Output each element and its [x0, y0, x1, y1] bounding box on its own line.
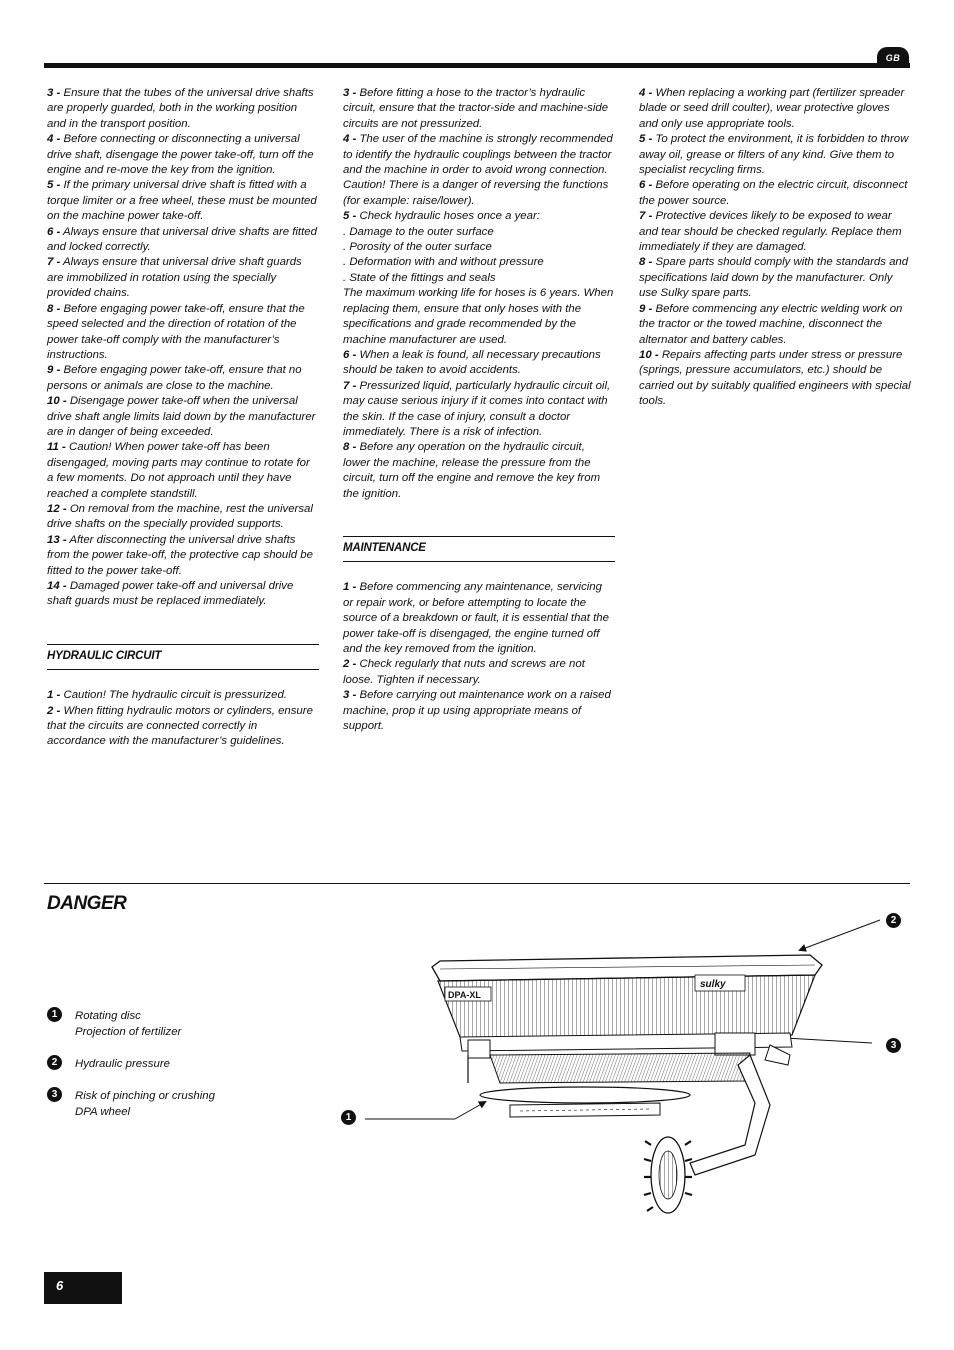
- numbered-item: [47, 86, 319, 132]
- checklist-item: . State of the fittings and seals: [343, 271, 496, 284]
- numbered-item: [47, 178, 319, 224]
- item-text: Before engaging power take-off, ensure that the speed selected and the direction of rotation of the power take-off comply with the manufacturer’s instructions.: [47, 302, 305, 361]
- item-text: Before engaging power take-off, ensure that no persons or animals are close to the machine.: [47, 364, 302, 392]
- legend-item-pinching: [47, 1088, 307, 1120]
- numbered-item: [47, 579, 319, 610]
- numbered-item: [47, 440, 319, 502]
- section-title-maintenance: MAINTENANCE: [343, 536, 615, 562]
- item-text: Repairs affecting parts under stress or pressure (springs, pressure accumulators, etc.) should be carried out by suitably qualified engineers with special tools.: [639, 348, 911, 408]
- leader-line-2: [800, 920, 880, 950]
- language-badge: GB: [877, 47, 909, 68]
- item-number: 9 -: [47, 364, 61, 377]
- drive-shaft-items: [47, 86, 319, 610]
- top-rule: [44, 63, 910, 68]
- item-number: 7 -: [343, 379, 357, 392]
- item-text: Caution! The hydraulic circuit is pressurized.: [63, 689, 287, 702]
- legend-line: Hydraulic pressure: [75, 1058, 170, 1070]
- legend-line: Rotating disc: [75, 1010, 141, 1022]
- maintenance-items-continued: [639, 86, 911, 410]
- item-number: 3 -: [343, 689, 357, 702]
- item-text: The user of the machine is strongly recommended to identify the hydraulic couplings between the tractor and the machine in order to avoid wrong connection. Caution! There is a danger of reversing the functions (for example: raise/lower).: [343, 133, 613, 207]
- item-text: When replacing a working part (fertilizer spreader blade or seed drill coulter), wear protective gloves and only use appropriate tools.: [639, 87, 905, 130]
- numbered-item: [47, 255, 319, 301]
- item-text: Before commencing any electric welding work on the tractor or the towed machine, disconnect the alternator and battery cables.: [639, 302, 903, 346]
- item-number: 10 -: [639, 348, 659, 361]
- item-number: 5 -: [343, 210, 357, 223]
- item-number: 8 -: [639, 256, 653, 269]
- item-number: 6 -: [47, 225, 61, 238]
- numbered-item: [343, 86, 615, 132]
- page-number: 6: [56, 1278, 64, 1293]
- numbered-item: [343, 580, 615, 657]
- numbered-item: [639, 302, 911, 348]
- item-number: 7 -: [47, 256, 61, 269]
- item-number: 7 -: [639, 210, 653, 223]
- hydraulic-items-continued: [343, 86, 615, 225]
- item-text: To protect the environment, it is forbidden to throw away oil, grease or filters of any kind. Give them to specialist recycling firms.: [639, 133, 909, 177]
- numbered-item: [343, 132, 615, 209]
- numbered-item: [47, 225, 319, 256]
- item-text: Before fitting a hose to the tractor’s hydraulic circuit, ensure that the tractor-side and machine-side circuits are not pressurized.: [343, 87, 609, 130]
- numbered-item: [47, 704, 319, 750]
- callout-1: 1: [341, 1110, 356, 1125]
- item-number: 1 -: [47, 689, 61, 702]
- danger-title: DANGER: [47, 893, 127, 914]
- item-number: 4 -: [343, 133, 357, 146]
- item-number: 14 -: [47, 580, 67, 592]
- item-number: 10 -: [47, 395, 67, 408]
- item-text: Check hydraulic hoses once a year:: [359, 210, 540, 223]
- brand-label: sulky: [700, 979, 726, 990]
- number-badge: 1: [47, 1007, 62, 1022]
- column-2: [343, 86, 615, 734]
- column-1: [47, 86, 319, 750]
- item-text: Protective devices likely to be exposed to wear and tear should be checked regularly. Replace them immediately if they are damaged.: [639, 210, 902, 254]
- numbered-item: [343, 440, 615, 502]
- hose-checklist: [343, 225, 615, 287]
- item-text: On removal from the machine, rest the universal drive shafts on the specially provided supports.: [47, 502, 313, 531]
- item-text: Always ensure that universal drive shafts are fitted and locked correctly.: [47, 225, 317, 254]
- item-text: Pressurized liquid, particularly hydraulic circuit oil, may cause serious injury if it comes into contact with the skin. If the case of injury, consult a doctor immediately. There is a risk of infection.: [343, 379, 611, 438]
- numbered-item: [639, 132, 911, 178]
- callout-3: 3: [886, 1038, 901, 1053]
- danger-rule: [44, 883, 910, 884]
- section-title-hydraulic: HYDRAULIC CIRCUIT: [47, 644, 319, 670]
- checklist-item: . Damage to the outer surface: [343, 225, 494, 238]
- item-text: Always ensure that universal drive shaft guards are immobilized in rotation using the specially provided chains.: [47, 256, 302, 300]
- item-text: Ensure that the tubes of the universal drive shafts are properly guarded, both in the working position and in the transport position.: [47, 87, 314, 130]
- numbered-item: [47, 132, 319, 178]
- item-number: 5 -: [639, 133, 653, 146]
- page-number-box: [44, 1272, 122, 1304]
- item-number: 13 -: [47, 533, 67, 546]
- item-number: 3 -: [343, 87, 357, 99]
- item-text: Before connecting or disconnecting a universal drive shaft, disengage the power take-off, turn off the engine and re-move the key from the ignition.: [47, 133, 314, 177]
- numbered-item: [639, 255, 911, 301]
- numbered-item: [343, 348, 615, 379]
- item-text: When a leak is found, all necessary precautions should be taken to avoid accidents.: [343, 348, 601, 377]
- numbered-item: [343, 379, 615, 441]
- item-number: 6 -: [639, 179, 653, 192]
- numbered-item: [639, 209, 911, 255]
- numbered-item: [639, 348, 911, 410]
- spreader-illustration: [360, 905, 900, 1225]
- numbered-item: [47, 533, 319, 579]
- item-number: 2 -: [343, 658, 357, 671]
- item-number: 5 -: [47, 179, 61, 192]
- dpa-wheel: [644, 1137, 692, 1213]
- legend-line: Projection of fertilizer: [75, 1026, 182, 1038]
- hydraulic-items: [47, 688, 319, 750]
- numbered-item: [639, 86, 911, 132]
- item-text: Spare parts should comply with the standards and specifications laid down by the manufacturer. Only use Sulky spare parts.: [639, 256, 909, 300]
- rotating-disc: [480, 1087, 690, 1103]
- legend-line: DPA wheel: [75, 1106, 131, 1118]
- numbered-item: [47, 394, 319, 440]
- leader-line-3: [785, 1038, 872, 1043]
- item-number: 4 -: [47, 133, 61, 146]
- item-number: 8 -: [47, 302, 61, 315]
- item-text: If the primary universal drive shaft is fitted with a torque limiter or a free wheel, these must be mounted on the machine power take-off.: [47, 179, 317, 223]
- item-number: 12 -: [47, 502, 67, 515]
- number-badge: 2: [47, 1055, 62, 1070]
- item-text: Disengage power take-off when the universal drive shaft angle limits laid down by the manufacturer are in danger of being exceeded.: [47, 395, 316, 438]
- item-text: Check regularly that nuts and screws are not loose. Tighten if necessary.: [343, 658, 585, 686]
- item-number: 9 -: [639, 302, 653, 315]
- item-text: Before operating on the electric circuit, disconnect the power source.: [639, 179, 908, 207]
- item-text: Before any operation on the hydraulic circuit, lower the machine, release the pressure from the circuit, turn off the engine and remove the key from the ignition.: [343, 441, 601, 500]
- item-text: When fitting hydraulic motors or cylinders, ensure that the circuits are connected correctly in accordance with the manufacturer’s guidelines.: [47, 704, 313, 748]
- item-number: 3 -: [47, 87, 61, 99]
- legend-item-hydraulic-pressure: [47, 1056, 307, 1072]
- leader-line-1b: [455, 1102, 485, 1119]
- maintenance-items: [343, 580, 615, 734]
- item-number: 8 -: [343, 441, 357, 454]
- item-text: After disconnecting the universal drive shafts from the power take-off, the protective cap should be fitted to the power take-off.: [47, 533, 313, 577]
- item-text: Caution! When power take-off has been disengaged, moving parts may continue to rotate for a few moments. Do not approach until they have reached a complete standstill.: [47, 441, 310, 500]
- model-label: DPA-XL: [448, 990, 481, 1000]
- item-number: 4 -: [639, 87, 653, 99]
- numbered-item: [47, 302, 319, 364]
- column-3: [639, 86, 911, 410]
- numbered-item: [47, 502, 319, 533]
- item-text: Before carrying out maintenance work on a raised machine, prop it up using appropriate means of support.: [343, 689, 611, 733]
- numbered-item: [343, 209, 615, 224]
- item-number: 6 -: [343, 348, 357, 361]
- number-badge: 3: [47, 1087, 62, 1102]
- legend-line: Risk of pinching or crushing: [75, 1090, 215, 1102]
- item-number: 11 -: [47, 441, 66, 454]
- numbered-item: [343, 688, 615, 734]
- item-text: Damaged power take-off and universal drive shaft guards must be replaced immediately.: [47, 580, 294, 608]
- callout-2: 2: [886, 913, 901, 928]
- item-number: 1 -: [343, 581, 357, 594]
- legend-item-rotating-disc: [47, 1008, 307, 1040]
- numbered-item: [47, 363, 319, 394]
- numbered-item: [47, 688, 319, 703]
- numbered-item: [639, 178, 911, 209]
- numbered-item: [343, 657, 615, 688]
- item-text: Before commencing any maintenance, servicing or repair work, or before attempting to locate the source of a breakdown or fault, it is essential that the power take-off is disengaged, the engine turned off and the key removed from the ignition.: [343, 581, 609, 655]
- hose-note: The maximum working life for hoses is 6 years. When replacing them, ensure that only hoses with the specifications and grade recommended by the machine manufacturer are used.: [343, 287, 614, 346]
- checklist-item: . Porosity of the outer surface: [343, 241, 492, 254]
- item-number: 2 -: [47, 704, 61, 717]
- hydraulic-items-after: [343, 348, 615, 502]
- checklist-item: . Deformation with and without pressure: [343, 256, 544, 269]
